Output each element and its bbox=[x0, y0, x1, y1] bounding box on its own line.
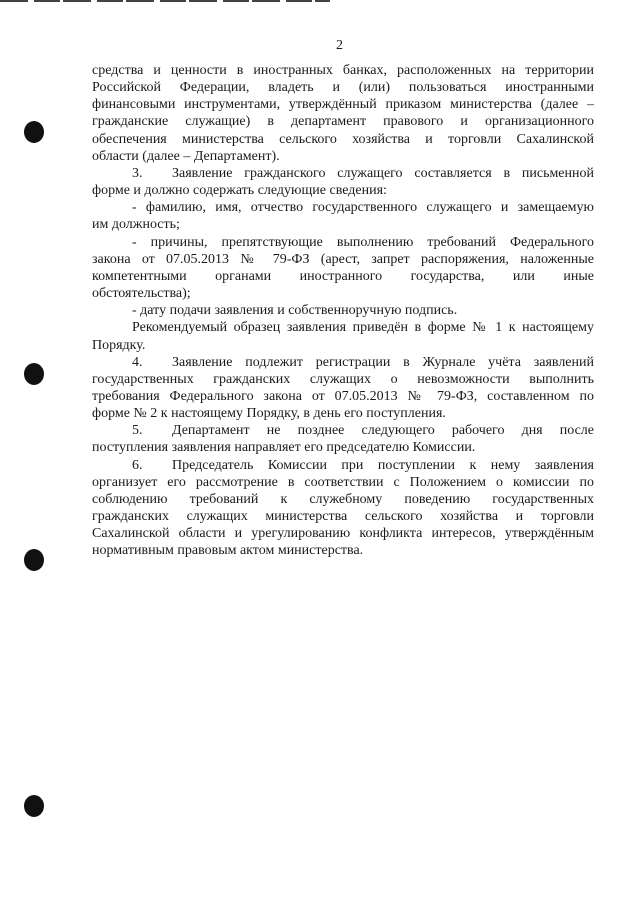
paragraph-number: 4. bbox=[132, 354, 143, 370]
list-item-reasons bbox=[92, 234, 594, 303]
text-line: - дату подачи заявления и собственноручную подпись. bbox=[132, 303, 458, 319]
text-line: требования Федерального закона от 07.05.2013 № 79-ФЗ, составленном по bbox=[92, 388, 594, 404]
page-number: 2 bbox=[336, 38, 343, 53]
text-line: финансовыми инструментами, утверждённый приказом министерства (далее – bbox=[92, 97, 594, 113]
text-line: Порядку. bbox=[92, 337, 146, 353]
text-line: Департамент не позднее следующего рабочего дня после bbox=[172, 423, 594, 439]
list-item-date bbox=[92, 302, 594, 319]
text-line: государственных гражданских служащих о невозможности выполнить bbox=[92, 371, 594, 387]
text-line: области (далее – Департамент). bbox=[92, 148, 280, 164]
punch-hole-marker bbox=[24, 549, 44, 571]
text-line: Сахалинской области и урегулированию конфликта интересов, утверждённым bbox=[92, 526, 594, 542]
paragraph-4 bbox=[92, 354, 594, 423]
text-line: Российской Федерации, владеть и (или) пользоваться иностранными bbox=[92, 80, 594, 96]
text-line: форме и должно содержать следующие сведения: bbox=[92, 183, 387, 199]
text-line: закона от 07.05.2013 № 79-ФЗ (арест, запрет распоряжения, наложенные bbox=[92, 251, 594, 267]
paragraph-number: 6. bbox=[132, 457, 143, 473]
text-line: обеспечения министерства сельского хозяйства и торговли Сахалинской bbox=[92, 131, 594, 147]
text-line: Заявление подлежит регистрации в Журнале учёта заявлений bbox=[172, 354, 594, 370]
text-line: соблюдению требований к служебному поведению государственных bbox=[92, 491, 594, 507]
text-line: организует его рассмотрение в соответствии с Положением о комиссии по bbox=[92, 474, 594, 490]
text-line: нормативным правовым актом министерства. bbox=[92, 543, 364, 559]
text-line: Рекомендуемый образец заявления приведён в форме № 1 к настоящему bbox=[132, 320, 594, 336]
text-line: средства и ценности в иностранных банках, расположенных на территории bbox=[92, 63, 594, 78]
paragraph-number: 5. bbox=[132, 423, 143, 439]
paragraph-continuation bbox=[92, 62, 594, 165]
text-line: гражданских служащих министерства сельского хозяйства и торговли bbox=[92, 509, 594, 525]
text-line: обстоятельства); bbox=[92, 286, 191, 302]
text-line: гражданские служащие) в департамент правового и организационного bbox=[92, 114, 594, 130]
text-line: Председатель Комиссии при поступлении к нему заявления bbox=[172, 457, 594, 473]
punch-hole-marker bbox=[24, 121, 44, 143]
text-line: поступления заявления направляет его председателю Комиссии. bbox=[92, 440, 476, 456]
paragraph-number: 3. bbox=[132, 165, 143, 181]
text-line: компетентными органами иностранного государства, или иные bbox=[92, 268, 594, 284]
text-line-numbered bbox=[92, 165, 594, 182]
paragraph-5 bbox=[92, 422, 594, 456]
text-line: - фамилию, имя, отчество государственного служащего и замещаемую bbox=[132, 200, 594, 216]
text-line-numbered bbox=[92, 422, 594, 439]
document-body bbox=[92, 62, 594, 560]
punch-hole-marker bbox=[24, 795, 44, 817]
text-line: форме № 2 к настоящему Порядку, в день его поступления. bbox=[92, 406, 446, 422]
scan-edge-line bbox=[0, 0, 330, 2]
paragraph-6 bbox=[92, 457, 594, 560]
paragraph-recommended-form bbox=[92, 319, 594, 353]
list-item-name bbox=[92, 199, 594, 233]
punch-hole-marker bbox=[24, 363, 44, 385]
text-line: Заявление гражданского служащего составляется в письменной bbox=[172, 165, 594, 181]
text-line-numbered bbox=[92, 354, 594, 371]
text-line: - причины, препятствующие выполнению требований Федерального bbox=[132, 234, 594, 250]
text-line-numbered bbox=[92, 457, 594, 474]
text-line: им должность; bbox=[92, 217, 180, 233]
paragraph-3 bbox=[92, 165, 594, 199]
